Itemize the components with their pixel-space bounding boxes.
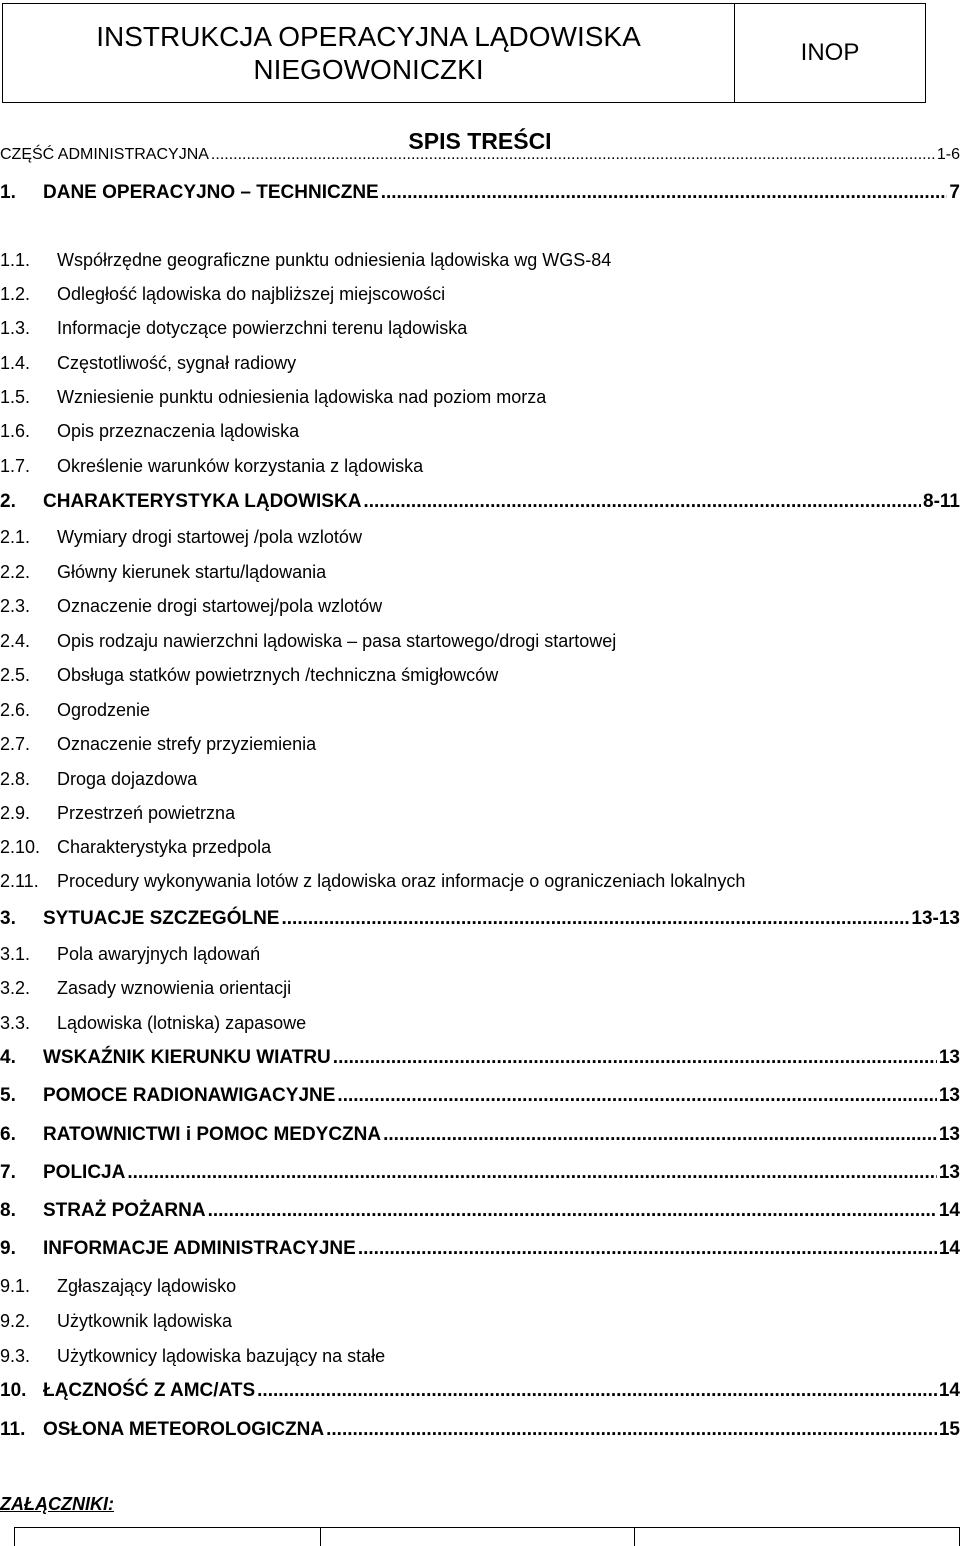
- attachments-table-col: [635, 1528, 959, 1546]
- toc-entry[interactable]: [0, 734, 960, 760]
- toc-entry-text: Lądowiska (lotniska) zapasowe: [57, 1013, 307, 1033]
- attachments-table-col: [15, 1528, 321, 1546]
- toc-entry[interactable]: [0, 700, 960, 726]
- toc-entry-text: Określenie warunków korzystania z lądowiska: [57, 456, 424, 476]
- toc-entry-text: Oznaczenie strefy przyziemienia: [57, 734, 317, 754]
- toc-entry-number: 1.2.: [0, 284, 31, 304]
- toc-entry-text: RATOWNICTWI i POMOC MEDYCZNA: [43, 1124, 382, 1145]
- toc-entry-text: Użytkownik lądowiska: [57, 1311, 233, 1331]
- toc-entry-text: Częstotliwość, sygnał radiowy: [57, 353, 297, 373]
- toc-entry-page: 13: [938, 1162, 960, 1183]
- toc-entry-text: DANE OPERACYJNO – TECHNICZNE: [43, 182, 379, 203]
- toc-entry[interactable]: [0, 1276, 960, 1302]
- toc-leader-dots: [208, 1200, 937, 1222]
- toc-entry-text: CHARAKTERYSTYKA LĄDOWISKA: [43, 491, 362, 512]
- attachments-table: [14, 1527, 960, 1546]
- toc-leader-dots: [383, 1124, 937, 1146]
- toc-entry-text: Wymiary drogi startowej /pola wzlotów: [57, 527, 362, 547]
- toc-entry-text: STRAŻ POŻARNA: [43, 1200, 206, 1221]
- toc-entry-with-page[interactable]: [0, 1238, 960, 1264]
- toc-leader-dots: [211, 146, 935, 164]
- toc-entry-page: 13: [938, 1085, 960, 1106]
- attachments-label: ZAŁĄCZNIKI:: [0, 1494, 114, 1514]
- toc-entry-with-page[interactable]: [0, 1380, 960, 1406]
- toc-entry[interactable]: [0, 978, 960, 1004]
- toc-entry[interactable]: [0, 944, 960, 970]
- toc-leader-dots: [337, 1085, 936, 1107]
- toc-entry-number: 9.2.: [0, 1311, 31, 1331]
- toc-entry-text: INFORMACJE ADMINISTRACYJNE: [43, 1238, 356, 1259]
- toc-leader-dots: [326, 1419, 937, 1441]
- toc-leader-dots: [127, 1162, 937, 1184]
- toc-entry-text: Oznaczenie drogi startowej/pola wzlotów: [57, 596, 383, 616]
- toc-entry[interactable]: [0, 631, 960, 657]
- toc-entry[interactable]: [0, 387, 960, 413]
- toc-entry-with-page[interactable]: [0, 1419, 960, 1445]
- toc-entry-text: Współrzędne geograficzne punktu odniesienia lądowiska wg WGS-84: [57, 250, 612, 270]
- toc-leader-dots: [363, 491, 921, 513]
- toc-entry-number: 2.6.: [0, 700, 31, 720]
- document-code: INOP: [800, 39, 860, 66]
- toc-entry[interactable]: [0, 837, 960, 863]
- toc-entry-text: SYTUACJE SZCZEGÓLNE: [43, 908, 280, 929]
- toc-entry-number: 1.5.: [0, 387, 31, 407]
- toc-entry-page: 14: [938, 1200, 960, 1221]
- toc-entry-number: 2.: [0, 491, 16, 512]
- toc-entry-text: Główny kierunek startu/lądowania: [57, 562, 327, 582]
- toc-leader-dots: [358, 1238, 937, 1260]
- toc-entry-text: POLICJA: [43, 1162, 126, 1183]
- toc-entry-page: 13-13: [911, 908, 960, 929]
- toc-entry-number: 2.11.: [0, 871, 39, 891]
- toc-entry[interactable]: [0, 769, 960, 795]
- toc-entry-page: 7: [949, 182, 960, 203]
- document-title-line2: NIEGOWONICZKI: [253, 54, 484, 85]
- toc-entry-text: Użytkownicy lądowiska bazujący na stałe: [57, 1346, 386, 1366]
- toc-entry-with-page[interactable]: [0, 1085, 960, 1111]
- toc-entry[interactable]: [0, 871, 960, 897]
- toc-entry[interactable]: [0, 1311, 960, 1337]
- toc-entry-number: 2.8.: [0, 769, 31, 789]
- toc-leader-dots: [381, 182, 948, 204]
- toc-entry-number: 3.1.: [0, 944, 31, 964]
- toc-entry-text: CZĘŚĆ ADMINISTRACYJNA: [0, 146, 209, 163]
- toc-entry[interactable]: [0, 318, 960, 344]
- toc-entry-text: Procedury wykonywania lotów z lądowiska oraz informacje o ograniczeniach lokalnych: [57, 871, 746, 891]
- toc-entry-text: ŁĄCZNOŚĆ Z AMC/ATS: [43, 1380, 256, 1401]
- toc-entry-number: 1.: [0, 182, 16, 203]
- toc-leader-dots: [281, 908, 909, 930]
- toc-entry-number: 9.1.: [0, 1276, 31, 1296]
- toc-entry-with-page[interactable]: [0, 491, 960, 517]
- document-title-line1: INSTRUKCJA OPERACYJNA LĄDOWISKA: [96, 21, 641, 52]
- toc-entry[interactable]: [0, 596, 960, 622]
- toc-title: SPIS TREŚCI: [408, 128, 552, 154]
- toc-leader-dots: [257, 1380, 937, 1402]
- toc-entry-text: Droga dojazdowa: [57, 769, 198, 789]
- toc-entry-number: 3.3.: [0, 1013, 31, 1033]
- toc-entry-number: 2.4.: [0, 631, 31, 651]
- toc-entry-number: 1.6.: [0, 421, 31, 441]
- toc-entry-number: 2.10.: [0, 837, 41, 857]
- toc-entry-number: 3.: [0, 908, 16, 929]
- toc-entry-text: Opis rodzaju nawierzchni lądowiska – pasa startowego/drogi startowej: [57, 631, 617, 651]
- toc-entry[interactable]: [0, 421, 960, 447]
- toc-entry-number: 10.: [0, 1380, 27, 1401]
- toc-entry[interactable]: [0, 1346, 960, 1372]
- toc-entry-text: WSKAŹNIK KIERUNKU WIATRU: [43, 1047, 331, 1068]
- toc-entry-page: 14: [938, 1380, 960, 1401]
- toc-entry-number: 1.7.: [0, 456, 31, 476]
- toc-entry-number: 2.3.: [0, 596, 31, 616]
- toc-entry-number: 9.3.: [0, 1346, 31, 1366]
- toc-entry[interactable]: [0, 803, 960, 829]
- toc-entry-text: OSŁONA METEOROLOGICZNA: [43, 1419, 325, 1440]
- toc-entry-text: Przestrzeń powietrzna: [57, 803, 236, 823]
- toc-entry-number: 2.2.: [0, 562, 31, 582]
- toc-entry-number: 8.: [0, 1200, 16, 1221]
- toc-entry-number: 1.3.: [0, 318, 31, 338]
- toc-entry[interactable]: [0, 353, 960, 379]
- toc-entry-with-page[interactable]: [0, 908, 960, 934]
- toc-entry-page: 8-11: [923, 491, 960, 512]
- toc-entry-text: Zgłaszający lądowisko: [57, 1276, 237, 1296]
- toc-leader-dots: [333, 1047, 937, 1069]
- toc-entry[interactable]: [0, 527, 960, 553]
- toc-entry-with-page[interactable]: [0, 1124, 960, 1150]
- toc-entry-text: Obsługa statków powietrznych /techniczna śmigłowców: [57, 665, 499, 685]
- toc-entry[interactable]: [0, 562, 960, 588]
- toc-entry-text: Odległość lądowiska do najbliższej miejscowości: [57, 284, 446, 304]
- toc-entry-with-page[interactable]: [0, 1047, 960, 1073]
- toc-entry-number: 3.2.: [0, 978, 31, 998]
- toc-entry-page: 13: [938, 1047, 960, 1068]
- toc-entry-text: Ogrodzenie: [57, 700, 151, 720]
- toc-entry-number: 2.5.: [0, 665, 31, 685]
- toc-entry[interactable]: [0, 665, 960, 691]
- toc-entry-with-page[interactable]: [0, 1162, 960, 1188]
- toc-entry-text: Zasady wznowienia orientacji: [57, 978, 292, 998]
- toc-entry-text: Charakterystyka przedpola: [57, 837, 272, 857]
- toc-entry-with-page[interactable]: [0, 146, 960, 172]
- toc-entry-number: 4.: [0, 1047, 16, 1068]
- toc-entry-text: POMOCE RADIONAWIGACYJNE: [43, 1085, 336, 1106]
- toc-entry-number: 11.: [0, 1419, 26, 1440]
- toc-entry-number: 2.9.: [0, 803, 31, 823]
- toc-entry-number: 1.4.: [0, 353, 31, 373]
- toc-entry-number: 1.1.: [0, 250, 31, 270]
- toc-entry[interactable]: [0, 250, 960, 276]
- toc-entry-text: Pola awaryjnych lądowań: [57, 944, 261, 964]
- toc-entry-number: 5.: [0, 1085, 16, 1106]
- toc-entry-number: 7.: [0, 1162, 16, 1183]
- toc-entry[interactable]: [0, 456, 960, 482]
- toc-entry-text: Wzniesienie punktu odniesienia lądowiska nad poziom morza: [57, 387, 547, 407]
- toc-entry-text: Opis przeznaczenia lądowiska: [57, 421, 300, 441]
- toc-entry-number: 9.: [0, 1238, 16, 1259]
- toc-entry-with-page[interactable]: [0, 1200, 960, 1226]
- toc-entry-with-page[interactable]: [0, 182, 960, 208]
- toc-entry[interactable]: [0, 284, 960, 310]
- toc-entry[interactable]: [0, 1013, 960, 1039]
- attachments-table-col: [321, 1528, 635, 1546]
- toc-entry-page: 15: [938, 1419, 960, 1440]
- toc-entry-page: 1-6: [936, 146, 960, 163]
- toc-entry-page: 13: [938, 1124, 960, 1145]
- toc-entry-number: 2.1.: [0, 527, 31, 547]
- toc-entry-number: 6.: [0, 1124, 16, 1145]
- toc-entry-number: 2.7.: [0, 734, 31, 754]
- toc-entry-text: Informacje dotyczące powierzchni terenu lądowiska: [57, 318, 468, 338]
- toc-entry-page: 14: [938, 1238, 960, 1259]
